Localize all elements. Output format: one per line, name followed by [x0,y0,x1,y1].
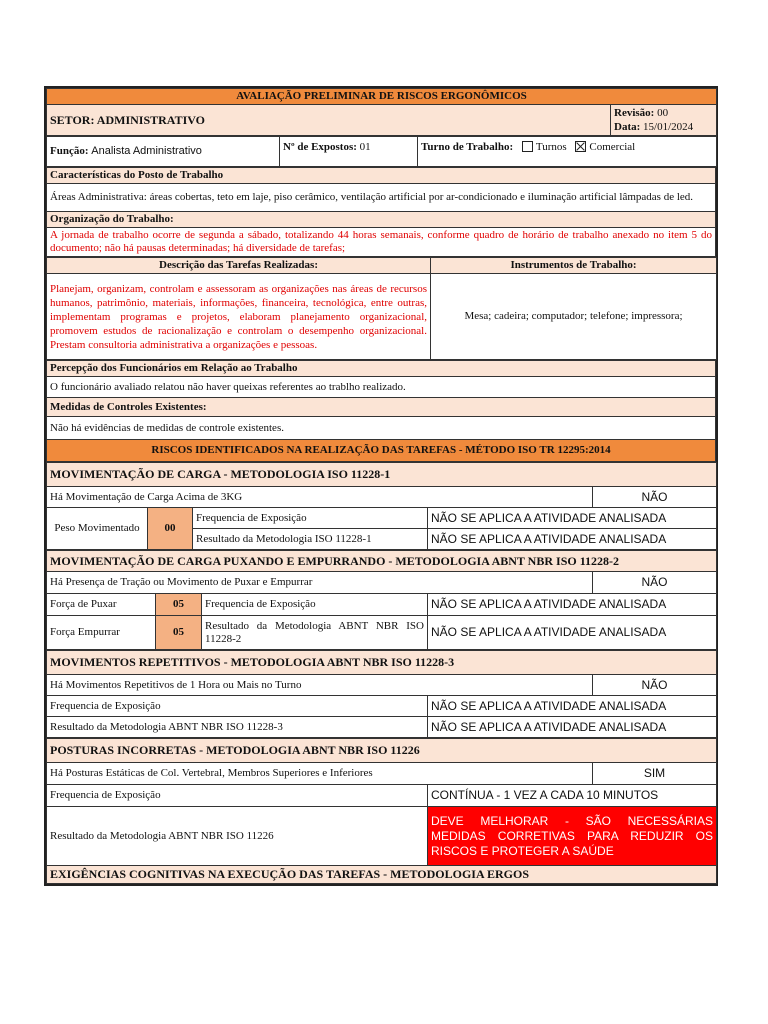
tasks-table [46,257,717,360]
tarefas-heading: Descrição das Tarefas Realizadas: [47,258,431,274]
turnos-checkbox[interactable] [522,141,533,152]
carga-result-label: Resultado da Metodologia ISO 11228-1 [193,529,428,550]
posto-text: Áreas Administrativa: áreas cobertas, teto em laje, piso cerâmico, ventilação artificial por ar-condicionado e iluminação artificial lâmpadas de led. [47,184,716,212]
carga-answer: NÃO [593,487,717,508]
ergonomic-risk-form [44,86,718,886]
puxar-freq-value: NÃO SE APLICA A ATIVIDADE ANALISADA [428,594,717,616]
revisao-value: 00 [657,107,669,119]
tarefas-text: Planejam, organizam, controlam e assessoram as organizações nas áreas de recursos humanos, patrimônio, materiais, informações, financeira, tecnológica, entre outras, implementam programas e projetos, elaboram planejamento organizacional, promovem estudos de racionalização e controlam o desempenho organizacional. Prestam consultoria administrativa a organizações e pessoas. [47,274,431,360]
turno-cell [418,137,717,167]
instrumentos-heading: Instrumentos de Trabalho: [431,258,717,274]
medidas-text: Não há evidências de medidas de controle existentes. [47,417,716,440]
organizacao-text: A jornada de trabalho ocorre de segunda a sábado, totalizando 44 horas semanais, conforme quadro de horário de trabalho anexado no item 5 do documento; não há pausas determinadas; há diversidade de tarefas; [47,228,716,257]
puxar-question: Há Presença de Tração ou Movimento de Puxar e Empurrar [47,572,593,594]
posturas-heading: POSTURAS INCORRETAS - METODOLOGIA ABNT NBR ISO 11226 [47,739,717,763]
perception-table [46,360,716,462]
workplace-table [46,167,716,257]
funcao-label: Função: [50,145,89,157]
posturas-result-label: Resultado da Metodologia ABNT NBR ISO 11226 [47,807,428,866]
funcao-cell [47,137,280,167]
organizacao-heading: Organização do Trabalho: [47,212,716,228]
revision-box [611,105,717,136]
form-title: AVALIAÇÃO PRELIMINAR DE RISCOS ERGONÔMICOS [47,89,717,105]
comercial-checkbox[interactable] [575,141,586,152]
cognitivas-heading: EXIGÊNCIAS COGNITIVAS NA EXECUÇÃO DAS TAREFAS - METODOLOGIA ERGOS [47,866,717,884]
forca-empurrar-value: 05 [156,616,202,650]
posturas-freq-value: CONTÍNUA - 1 VEZ A CADA 10 MINUTOS [428,785,717,807]
riscos-title: RISCOS IDENTIFICADOS NA REALIZAÇÃO DAS TAREFAS - MÉTODO ISO TR 12295:2014 [47,440,716,462]
turno-label: Turno de Trabalho: [421,141,514,153]
repetitivos-freq-label: Frequencia de Exposição [47,696,428,717]
turnos-option-label: Turnos [535,141,567,153]
puxar-answer: NÃO [593,572,717,594]
header-table [46,88,717,136]
puxar-freq-label: Frequencia de Exposição [202,594,428,616]
expostos-cell [280,137,418,167]
peso-value: 00 [148,508,193,550]
forca-puxar-label: Força de Puxar [47,594,156,616]
funcao-value: Analista Administrativo [91,145,202,157]
peso-label: Peso Movimentado [47,508,148,550]
medidas-heading: Medidas de Controles Existentes: [47,398,716,417]
revisao-label: Revisão: [614,107,655,119]
posturas-question: Há Posturas Estáticas de Col. Vertebral, Membros Superiores e Inferiores [47,763,593,785]
repetitivos-result-label: Resultado da Metodologia ABNT NBR ISO 11228-3 [47,717,428,738]
puxar-result-label: Resultado da Metodologia ABNT NBR ISO 11228-2 [202,616,428,650]
repetitivos-table [46,650,717,738]
expostos-value: 01 [359,141,371,153]
carga-result-value: NÃO SE APLICA A ATIVIDADE ANALISADA [428,529,717,550]
repetitivos-answer: NÃO [593,675,717,696]
puxar-table [46,550,717,650]
expostos-label: Nº de Expostos: [283,141,357,153]
repetitivos-result-value: NÃO SE APLICA A ATIVIDADE ANALISADA [428,717,717,738]
forca-puxar-value: 05 [156,594,202,616]
puxar-result-value: NÃO SE APLICA A ATIVIDADE ANALISADA [428,616,717,650]
posturas-result-value: DEVE MELHORAR - SÃO NECESSÁRIAS MEDIDAS CORRETIVAS PARA REDUZIR OS RISCOS E PROTEGER A SAÚDE [428,807,717,866]
carga-freq-value: NÃO SE APLICA A ATIVIDADE ANALISADA [428,508,717,529]
comercial-option-label: Comercial [589,141,636,153]
forca-empurrar-label: Força Empurrar [47,616,156,650]
repetitivos-heading: MOVIMENTOS REPETITIVOS - METODOLOGIA ABNT NBR ISO 11228-3 [47,651,717,675]
posturas-answer: SIM [593,763,717,785]
setor-label: SETOR: ADMINISTRATIVO [47,105,611,136]
carga-heading: MOVIMENTAÇÃO DE CARGA - METODOLOGIA ISO 11228-1 [47,463,717,487]
data-value: 15/01/2024 [643,121,694,133]
posto-heading: Características do Posto de Trabalho [47,168,716,184]
carga-table [46,462,717,550]
repetitivos-freq-value: NÃO SE APLICA A ATIVIDADE ANALISADA [428,696,717,717]
repetitivos-question: Há Movimentos Repetitivos de 1 Hora ou Mais no Turno [47,675,593,696]
carga-question: Há Movimentação de Carga Acima de 3KG [47,487,593,508]
carga-freq-label: Frequencia de Exposição [193,508,428,529]
percepcao-text: O funcionário avaliado relatou não haver queixas referentes ao trablho realizado. [47,377,716,398]
data-label: Data: [614,121,641,133]
posturas-table [46,738,717,884]
info-table [46,136,717,167]
instrumentos-text: Mesa; cadeira; computador; telefone; impressora; [431,274,717,360]
percepcao-heading: Percepção dos Funcionários em Relação ao Trabalho [47,361,716,377]
puxar-heading: MOVIMENTAÇÃO DE CARGA PUXANDO E EMPURRANDO - METODOLOGIA ABNT NBR ISO 11228-2 [47,551,717,572]
posturas-freq-label: Frequencia de Exposição [47,785,428,807]
